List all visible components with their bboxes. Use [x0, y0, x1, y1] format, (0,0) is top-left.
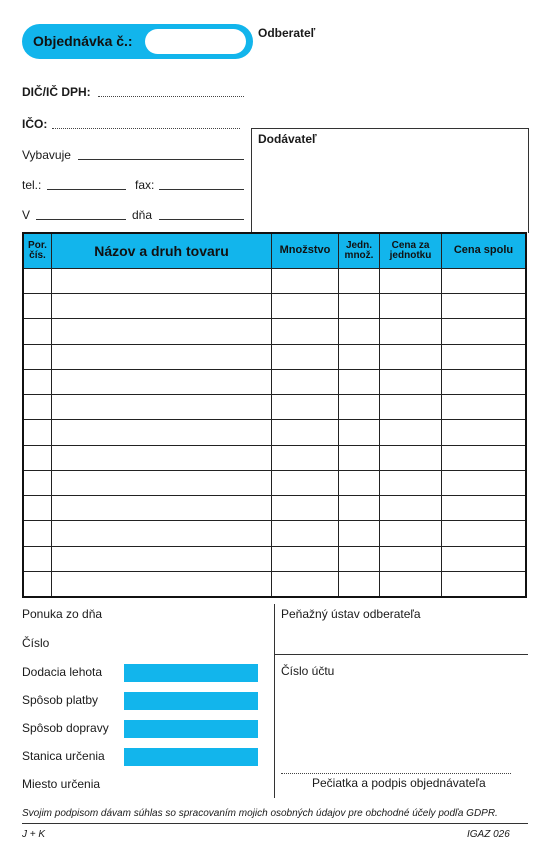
table-row[interactable]	[24, 520, 525, 521]
table-row[interactable]	[24, 571, 525, 572]
order-number-field[interactable]	[145, 29, 246, 54]
dic-field[interactable]	[98, 95, 244, 97]
col-header-total: Cena spolu	[453, 244, 514, 257]
order-number-label: Objednávka č.:	[33, 33, 133, 49]
place-label: V	[22, 208, 31, 222]
table-row[interactable]	[24, 470, 525, 471]
bank-line	[274, 654, 528, 655]
publisher-mark: J + K	[22, 829, 46, 840]
col-header-unit-price: Cena za jednotku	[389, 239, 432, 261]
gdpr-note: Svojim podpisom dávam súhlas so spracovaním mojich osobných údajov pre obchodné účely podľa GDPR.	[22, 808, 498, 819]
table-row[interactable]	[24, 419, 525, 420]
delivery-term-field[interactable]	[124, 664, 258, 682]
signature-line[interactable]	[281, 772, 511, 774]
table-row[interactable]	[24, 268, 525, 269]
destination-place-label: Miesto určenia	[22, 777, 101, 791]
col-header-name: Názov a druh tovaru	[94, 242, 229, 259]
supplier-label: Dodávateľ	[258, 132, 317, 146]
transport-method-field[interactable]	[124, 720, 258, 738]
payment-method-label: Spôsob platby	[22, 693, 99, 707]
col-divider	[338, 234, 339, 596]
date-field[interactable]	[159, 218, 244, 220]
col-divider	[51, 234, 52, 596]
place-field[interactable]	[36, 218, 126, 220]
signature-label: Pečiatka a podpis objednávateľa	[312, 776, 486, 790]
destination-station-label: Stanica určenia	[22, 749, 105, 763]
col-header-number: Por. čís.	[28, 239, 47, 261]
table-row[interactable]	[24, 445, 525, 446]
fax-label: fax:	[135, 178, 155, 192]
table-row[interactable]	[24, 293, 525, 294]
offer-date-label: Ponuka zo dňa	[22, 607, 103, 621]
buyer-label: Odberateľ	[258, 26, 316, 40]
table-row[interactable]	[24, 546, 525, 547]
tel-label: tel.:	[22, 178, 42, 192]
vybavuje-field[interactable]	[78, 158, 244, 160]
dic-label: DIČ/IČ DPH:	[22, 85, 91, 99]
col-header-quantity: Množstvo	[279, 244, 331, 257]
bank-label: Peňažný ústav odberateľa	[281, 607, 421, 621]
ico-label: IČO:	[22, 117, 48, 131]
form-code: IGAZ 026	[467, 829, 510, 840]
section-divider	[274, 604, 275, 798]
offer-number-label: Číslo	[22, 636, 50, 650]
items-table	[22, 232, 527, 598]
table-row[interactable]	[24, 495, 525, 496]
footer-rule	[22, 823, 528, 824]
table-row[interactable]	[24, 318, 525, 319]
vybavuje-label: Vybavuje	[22, 148, 71, 162]
ico-field[interactable]	[52, 127, 240, 129]
fax-field[interactable]	[159, 188, 244, 190]
date-label: dňa	[132, 208, 153, 222]
destination-station-field[interactable]	[124, 748, 258, 766]
table-row[interactable]	[24, 344, 525, 345]
transport-method-label: Spôsob dopravy	[22, 721, 109, 735]
table-row[interactable]	[24, 394, 525, 395]
col-divider	[271, 234, 272, 596]
payment-method-field[interactable]	[124, 692, 258, 710]
col-divider	[379, 234, 380, 596]
col-header-unit: Jedn. množ.	[344, 239, 374, 261]
delivery-term-label: Dodacia lehota	[22, 665, 103, 679]
tel-field[interactable]	[47, 188, 126, 190]
col-divider	[441, 234, 442, 596]
account-label: Číslo účtu	[281, 664, 335, 678]
table-row[interactable]	[24, 369, 525, 370]
